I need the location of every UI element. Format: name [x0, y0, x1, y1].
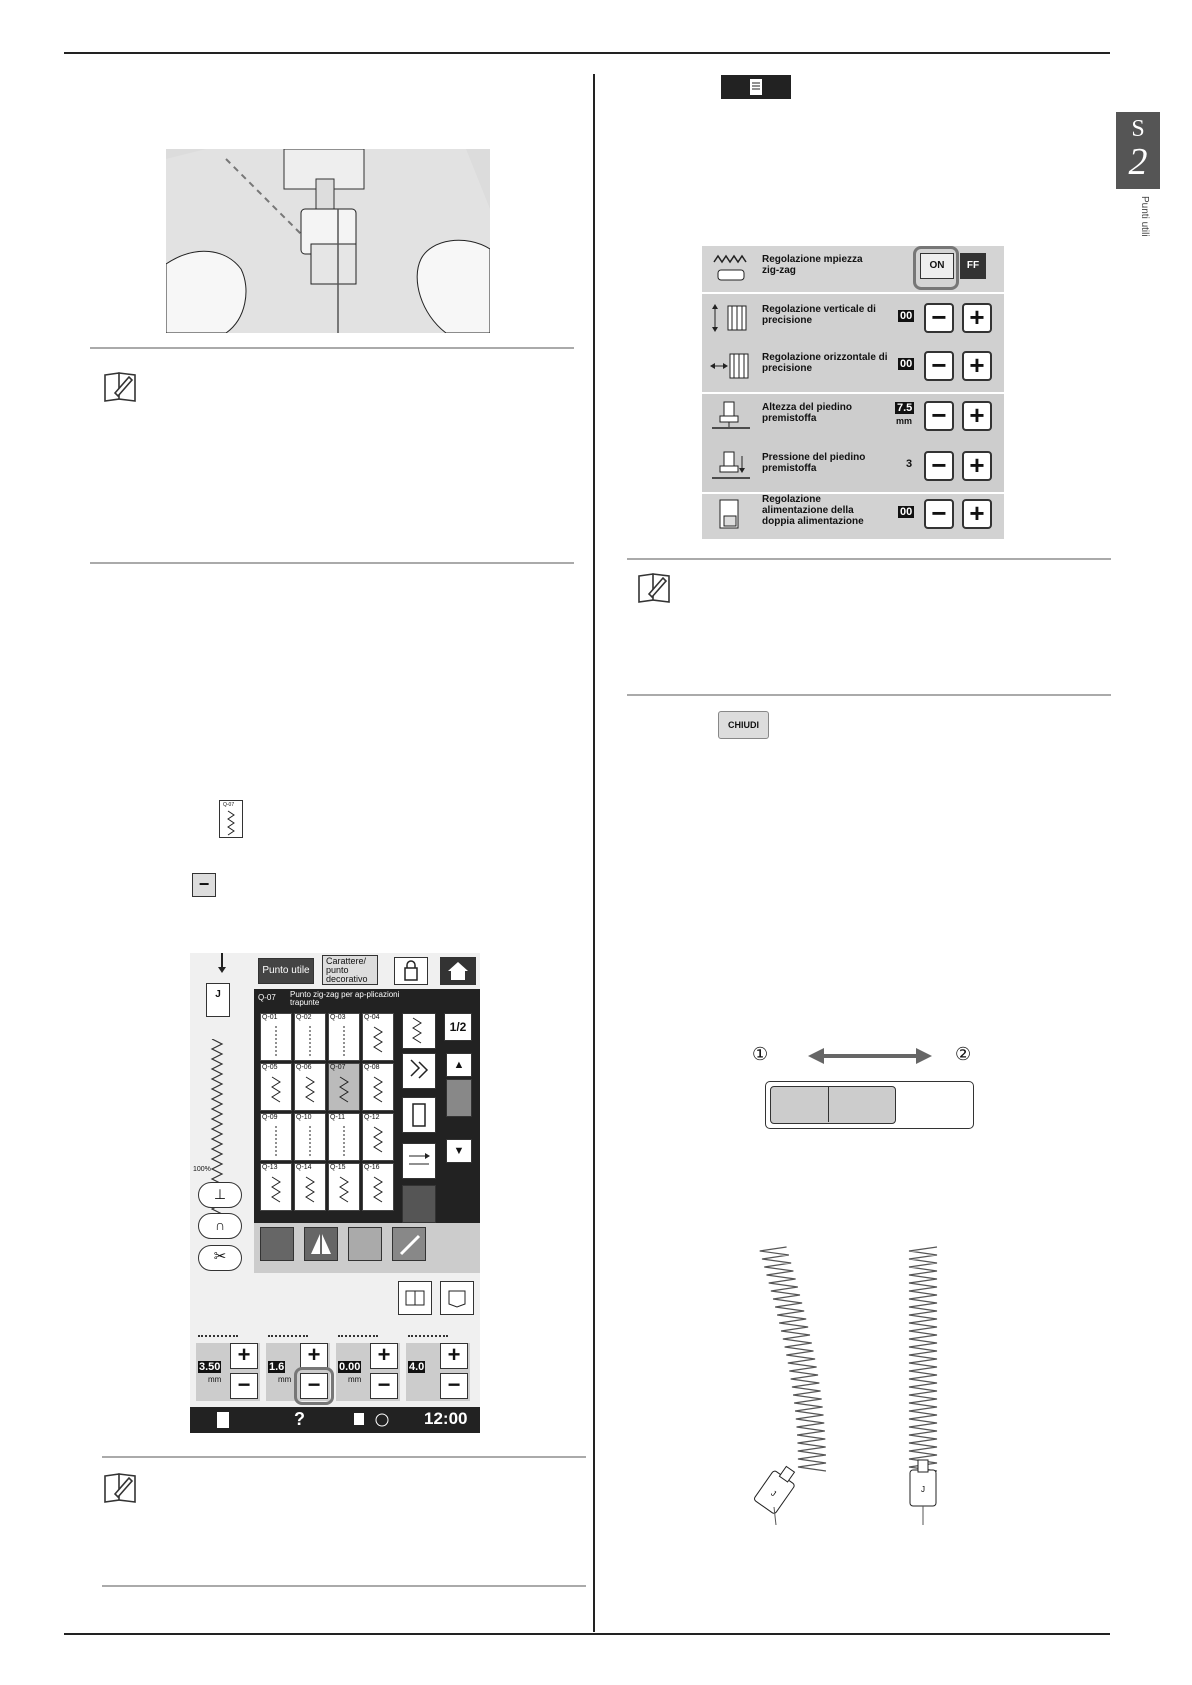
chapter-number: 2	[1128, 141, 1148, 183]
stitch-cell-code: Q-10	[296, 1114, 312, 1121]
settings-value: 00	[900, 358, 913, 370]
decrease-button[interactable]: −	[924, 303, 954, 333]
zoom-label: 100%	[193, 1166, 211, 1173]
scrollbar[interactable]	[446, 1079, 472, 1117]
settings-label: Regolazione alimentazione della doppia alimentazione	[762, 494, 864, 527]
stitch-cell-code: Q-01	[262, 1014, 278, 1021]
param-decrease-button[interactable]: −	[440, 1373, 468, 1399]
decrease-button[interactable]: −	[924, 401, 954, 431]
scroll-up-button[interactable]: ▲	[446, 1053, 472, 1077]
presser-foot-pressure-icon	[710, 450, 752, 482]
twin-needle-button[interactable]	[260, 1227, 294, 1261]
memo-pencil-icon	[103, 369, 137, 403]
settings-row-horizontal	[702, 342, 1004, 390]
param-icon	[198, 1329, 238, 1337]
param-decrease-button[interactable]: −	[230, 1373, 258, 1399]
manual-button[interactable]	[398, 1281, 432, 1315]
chapter-tab	[1116, 112, 1160, 189]
presser-foot-height-icon	[710, 400, 752, 432]
param-increase-button[interactable]: +	[300, 1343, 328, 1369]
stitch-code: Q-07	[223, 802, 235, 808]
param-icon	[338, 1329, 378, 1337]
pen-edit-button[interactable]	[392, 1227, 426, 1261]
memo1-top-rule	[90, 347, 574, 349]
settings-label: Regolazione mpiezza zig-zag	[762, 254, 863, 276]
column-divider	[593, 74, 595, 1632]
needle-mode-button[interactable]	[348, 1227, 382, 1261]
presser-foot-status-icon[interactable]	[352, 1411, 392, 1429]
settings-label: Regolazione verticale di precisione	[762, 304, 876, 326]
home-button[interactable]	[440, 957, 476, 985]
minus-button-inline: −	[192, 873, 216, 897]
stitch-cell-code: Q-07	[330, 1064, 346, 1071]
stitch-cell-code: Q-15	[330, 1164, 346, 1171]
vertical-adjust-icon	[710, 302, 752, 334]
param-icon	[268, 1329, 308, 1337]
increase-button[interactable]: +	[962, 451, 992, 481]
chapter-letter: S	[1131, 116, 1145, 142]
marker-2: ②	[955, 1044, 972, 1064]
stitch-category-zigzag[interactable]	[402, 1013, 436, 1049]
stitch-cell[interactable]	[328, 1063, 360, 1111]
pocket-icon	[441, 1282, 473, 1314]
help-button[interactable]: ?	[294, 1409, 305, 1429]
bottom-rule	[64, 1633, 1110, 1635]
stitch-cell[interactable]	[294, 1063, 326, 1111]
stitch-cell[interactable]	[260, 1113, 292, 1161]
off-button[interactable]: FF	[960, 253, 986, 279]
memo-pencil-icon	[103, 1470, 137, 1504]
home-icon	[441, 958, 475, 984]
pencil-icon	[393, 1228, 425, 1260]
param-unit: mm	[278, 1375, 292, 1384]
presser-foot-j-indicator: J	[206, 983, 230, 1017]
settings-label: Pressione del piedino premistoffa	[762, 452, 866, 474]
close-button[interactable]: CHIUDI	[718, 711, 769, 739]
stitch-cell-code: Q-12	[364, 1114, 380, 1121]
decrease-button[interactable]: −	[924, 499, 954, 529]
marker-1: ①	[752, 1044, 769, 1064]
stitch-cell[interactable]	[294, 1163, 326, 1211]
straight-zigzag-illustration	[888, 1245, 958, 1525]
mirror-button[interactable]	[304, 1227, 338, 1261]
lock-icon	[395, 958, 427, 984]
param-icon	[408, 1329, 448, 1337]
stitch-cell[interactable]	[362, 1013, 394, 1061]
foot-label: J	[769, 1488, 778, 1499]
stitch-cell-code: Q-08	[364, 1064, 380, 1071]
stitch-cell[interactable]	[328, 1013, 360, 1061]
param-unit: mm	[348, 1375, 362, 1384]
stitch-preview-icon	[210, 1039, 224, 1239]
decrease-button[interactable]: −	[924, 351, 954, 381]
stitch-cell[interactable]	[362, 1163, 394, 1211]
decrease-button-highlight	[294, 1367, 334, 1405]
stitch-code: Q-07	[258, 993, 276, 1002]
increase-button[interactable]: +	[962, 303, 992, 333]
memo2-bottom-rule	[627, 694, 1111, 696]
scroll-down-button[interactable]: ▼	[446, 1139, 472, 1163]
stitch-cell[interactable]	[362, 1113, 394, 1161]
settings-value: 3	[906, 458, 913, 470]
settings-row-foot-pressure	[702, 442, 1004, 490]
stitch-category-sideways[interactable]	[402, 1143, 436, 1179]
stitch-category-decorative[interactable]	[402, 1053, 436, 1089]
increase-button[interactable]: +	[962, 499, 992, 529]
page-indicator: 1/2	[444, 1013, 472, 1041]
param-unit: mm	[208, 1375, 222, 1384]
memo3-top-rule	[102, 1456, 586, 1458]
settings-row-dual-feed	[702, 490, 1004, 538]
increase-button[interactable]: +	[962, 351, 992, 381]
stitch-cell[interactable]	[328, 1113, 360, 1161]
dual-feed-icon	[710, 498, 752, 530]
machine-screen	[190, 953, 480, 1433]
memo1-bottom-rule	[90, 562, 574, 564]
stitch-cell-code: Q-05	[262, 1064, 278, 1071]
stitch-cell-code: Q-14	[296, 1164, 312, 1171]
param-decrease-button[interactable]: −	[370, 1373, 398, 1399]
reverse-stitch-button[interactable]: ∩	[198, 1213, 242, 1239]
presser-foot-lift-button[interactable]: ⊥	[198, 1182, 242, 1208]
stitch-cell[interactable]	[294, 1113, 326, 1161]
tab-utility-stitch[interactable]: Punto utile	[258, 958, 314, 984]
settings-row-foot-height	[702, 392, 1004, 440]
param-value: 4.0	[409, 1361, 425, 1373]
param-value: 1.6	[269, 1361, 285, 1373]
stitch-cell-code: Q-02	[296, 1014, 312, 1021]
param-value: 3.50	[199, 1361, 221, 1373]
tab-character-stitch[interactable]: Carattere/ punto decorativo	[322, 955, 378, 985]
settings-document-icon[interactable]	[214, 1411, 232, 1429]
stitch-cell[interactable]	[260, 1163, 292, 1211]
stitch-q07-icon	[219, 800, 243, 838]
settings-label: Regolazione orizzontale di precisione	[762, 352, 888, 374]
decrease-button[interactable]: −	[924, 451, 954, 481]
slider-knob[interactable]	[770, 1086, 896, 1124]
stitch-cell[interactable]	[328, 1163, 360, 1211]
param-increase-button[interactable]: +	[440, 1343, 468, 1369]
clock: 12:00	[424, 1409, 468, 1428]
settings-panel	[702, 244, 1004, 537]
stitch-category-quilting[interactable]	[402, 1185, 436, 1223]
param-increase-button[interactable]: +	[230, 1343, 258, 1369]
settings-value: 00	[900, 310, 913, 322]
settings-value: 7.5	[897, 402, 913, 414]
lock-button[interactable]	[394, 957, 428, 985]
double-arrow-icon	[808, 1045, 932, 1067]
memory-button[interactable]	[440, 1281, 474, 1315]
settings-value: 00	[900, 506, 913, 518]
stitch-cell[interactable]	[362, 1063, 394, 1111]
stitch-cell[interactable]	[260, 1013, 292, 1061]
curved-zigzag-illustration	[752, 1245, 852, 1525]
param-increase-button[interactable]: +	[370, 1343, 398, 1369]
stitch-cell[interactable]	[260, 1063, 292, 1111]
stitch-cell-code: Q-11	[330, 1114, 346, 1121]
settings-row-zigzag	[702, 244, 1004, 292]
param-value: 0.00	[339, 1361, 361, 1373]
stitch-code-title	[258, 993, 276, 1002]
on-button[interactable]: ON	[920, 253, 954, 279]
horizontal-adjust-icon	[710, 350, 752, 382]
stitch-category-buttonhole[interactable]	[402, 1097, 436, 1133]
speed-slider[interactable]	[765, 1081, 974, 1129]
stitch-name: Punto zig-zag per ap-plicazioni trapunte	[290, 990, 400, 1007]
increase-button[interactable]: +	[962, 401, 992, 431]
stitch-cell-code: Q-13	[262, 1164, 278, 1171]
memo-pencil-icon	[637, 570, 671, 604]
memo2-top-rule	[627, 558, 1111, 560]
sewing-illustration	[166, 149, 490, 333]
stitch-cell-code: Q-04	[364, 1014, 380, 1021]
mirror-icon	[305, 1228, 337, 1260]
book-icon	[399, 1282, 431, 1314]
foot-label: J	[921, 1485, 925, 1494]
stitch-cell[interactable]	[294, 1013, 326, 1061]
param-decrease-button[interactable]: −	[300, 1373, 328, 1399]
settings-label: Altezza del piedino premistoffa	[762, 402, 853, 424]
settings-unit: mm	[896, 416, 913, 426]
stitch-cell-code: Q-06	[296, 1064, 312, 1071]
thread-cutter-button[interactable]: ✂	[198, 1245, 242, 1271]
document-icon	[721, 75, 791, 99]
settings-row-vertical	[702, 294, 1004, 342]
zigzag-width-icon	[710, 252, 752, 284]
settings-menu-button[interactable]	[721, 75, 791, 99]
memo3-bottom-rule	[102, 1585, 586, 1587]
stitch-cell-code: Q-16	[364, 1164, 380, 1171]
top-rule	[64, 52, 1110, 54]
chapter-label: Punti utili	[1139, 196, 1150, 237]
stitch-cell-code: Q-03	[330, 1014, 346, 1021]
needle-position-icon	[212, 953, 232, 975]
stitch-cell-code: Q-09	[262, 1114, 278, 1121]
